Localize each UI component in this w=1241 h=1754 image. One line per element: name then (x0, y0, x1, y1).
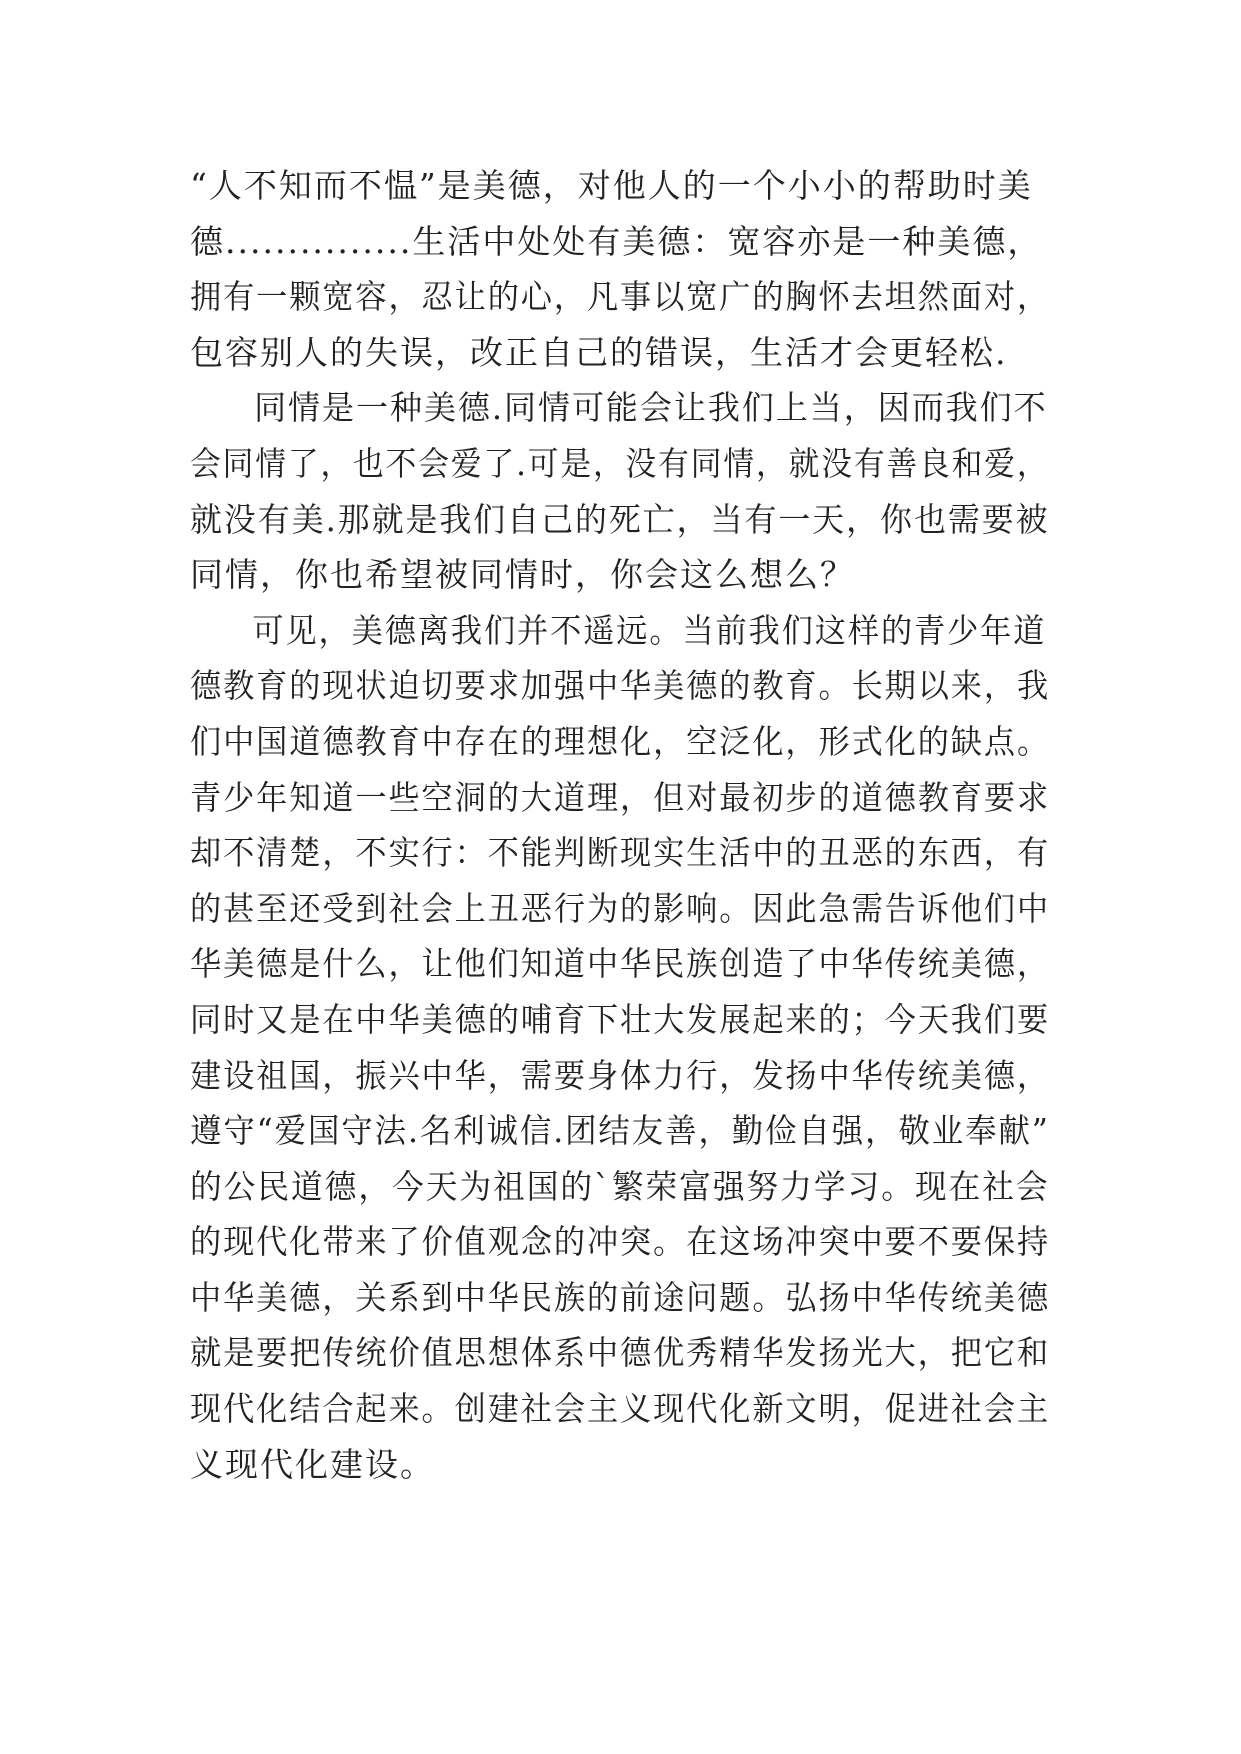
text-line: 遵守“爱国守法.名利诚信.团结友善，勤俭自强，敬业奉献” (190, 1111, 1050, 1151)
text-line: 就没有美.那就是我们自己的死亡，当有一天，你也需要被 (190, 499, 1050, 539)
text-line: 包容别人的失误，改正自己的错误，生活才会更轻松. (190, 332, 1008, 372)
text-line: 华美德是什么，让他们知道中华民族创造了中华传统美德， (190, 944, 1051, 984)
text-line: 同情，你也希望被同情时，你会这么想么？ (190, 555, 855, 595)
text-line: 中华美德，关系到中华民族的前途问题。弘扬中华传统美德 (190, 1277, 1051, 1317)
text-line: 青少年知道一些空洞的大道理，但对最初步的道德教育要求 (190, 777, 1051, 817)
text-line: 现代化结合起来。创建社会主义现代化新文明，促进社会主 (190, 1389, 1051, 1429)
text-line: 们中国道德教育中存在的理想化，空泛化，形式化的缺点。 (190, 721, 1051, 761)
text-line: “人不知而不愠”是美德，对他人的一个小小的帮助时美 (190, 166, 1033, 205)
text-line: 拥有一颗宽容，忍让的心，凡事以宽广的胸怀去坦然面对， (190, 277, 1051, 317)
text-line: 的现代化带来了价值观念的冲突。在这场冲突中要不要保持 (190, 1222, 1051, 1262)
text-line: 同情是一种美德.同情可能会让我们上当，因而我们不 (254, 388, 1048, 428)
text-line: 可见，美德离我们并不遥远。当前我们这样的青少年道 (252, 610, 1047, 650)
text-line: 义现代化建设。 (190, 1444, 435, 1484)
text-line: 建设祖国，振兴中华，需要身体力行，发扬中华传统美德， (190, 1055, 1051, 1095)
text-line: 会同情了，也不会爱了.可是，没有同情，就没有善良和爱， (190, 443, 1050, 483)
text-line: 的甚至还受到社会上丑恶行为的影响。因此急需告诉他们中 (190, 888, 1051, 928)
document-body (190, 158, 1050, 1492)
text-line: 德教育的现状迫切要求加强中华美德的教育。长期以来，我 (190, 666, 1051, 706)
text-line: 就是要把传统价值思想体系中德优秀精华发扬光大，把它和 (190, 1333, 1051, 1373)
text-line: 的公民道德，今天为祖国的`繁荣富强努力学习。现在社会 (190, 1166, 1050, 1206)
text-line: 同时又是在中华美德的哺育下壮大发展起来的；今天我们要 (190, 999, 1051, 1039)
text-line: 却不清楚，不实行：不能判断现实生活中的丑恶的东西，有 (190, 833, 1051, 873)
text-line: 德...............生活中处处有美德：宽容亦是一种美德， (190, 221, 1043, 261)
